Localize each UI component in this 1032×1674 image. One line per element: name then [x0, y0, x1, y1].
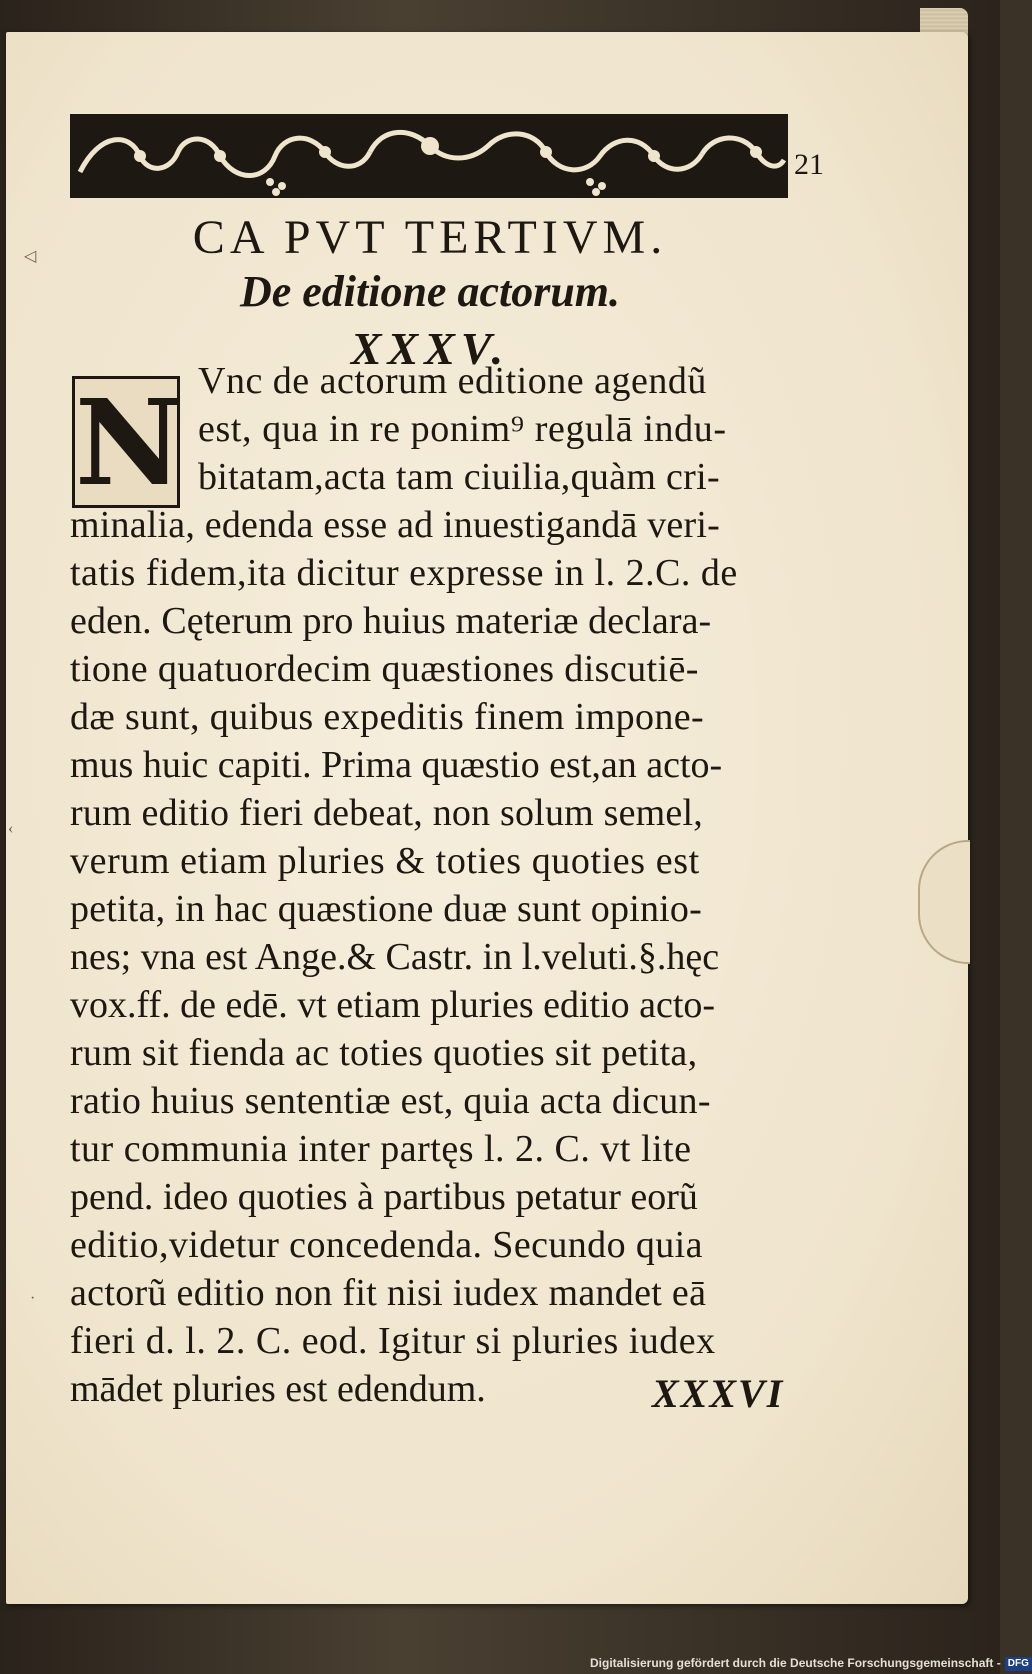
text-line: bitatam,acta tam ciuilia,quàm cri-	[198, 456, 720, 498]
text-line: editio,videtur concedenda. Secundo quia	[70, 1224, 703, 1266]
text-line: vox.ff. de edē. vt etiam pluries editio acto-	[70, 984, 716, 1026]
text-line: petita, in hac quæstione duæ sunt opinio-	[70, 888, 702, 930]
margin-mark: ‹	[8, 820, 14, 837]
page-number: 21	[794, 148, 824, 181]
chapter-heading: CA PVT TERTIVM.	[192, 211, 668, 264]
credit-text: Digitalisierung gefördert durch die Deutsche Forschungsgemeinschaft -	[590, 1656, 1001, 1670]
text-line: tur communia inter partęs l. 2. C. vt lite	[70, 1128, 692, 1170]
text-line: Vnc de actorum editione agendũ	[198, 360, 707, 402]
digitization-credit	[590, 1652, 1029, 1674]
text-line: minalia, edenda esse ad inuestigandā veri-	[70, 504, 720, 546]
text-line: pend. ideo quoties à partibus petatur eorũ	[70, 1176, 698, 1218]
text-line: rum editio fieri debeat, non solum semel,	[70, 792, 703, 834]
text-line: rum sit fienda ac toties quoties sit petita,	[70, 1032, 698, 1074]
text-line: mus huic capiti. Prima quæstio est,an acto-	[70, 744, 723, 786]
text-line: mādet pluries est edendum.	[70, 1368, 486, 1410]
ornamental-headpiece	[70, 112, 788, 200]
catchword: XXXVI	[652, 1371, 785, 1416]
text-line: fieri d. l. 2. C. eod. Igitur si pluries iudex	[70, 1320, 716, 1362]
text-line: nes; vna est Ange.& Castr. in l.veluti.§.hęc	[70, 936, 720, 978]
section-number: XXXV.	[350, 323, 510, 374]
text-line: eden. Cęterum pro huius materiæ declara-	[70, 600, 712, 642]
text-line: dæ sunt, quibus expeditis finem impone-	[70, 696, 705, 738]
decorated-initial	[72, 373, 183, 512]
text-line: actorũ editio non fit nisi iudex mandet eā	[70, 1272, 707, 1314]
text-line: est, qua in re ponim⁹ regulā indu-	[198, 408, 727, 450]
chapter-subtitle: De editione actorum.	[239, 267, 621, 316]
text-line: verum etiam pluries & toties quoties est	[70, 840, 700, 882]
initial-letter: N	[75, 373, 183, 512]
text-line: tatis fidem,ita dicitur expresse in l. 2.C. de	[70, 552, 738, 594]
margin-mark: ◁	[24, 248, 37, 265]
dfg-logo: DFG	[1005, 1657, 1032, 1671]
margin-mark: ·	[30, 1290, 36, 1307]
text-line: ratio huius sententiæ est, quia acta dicun-	[70, 1080, 711, 1122]
text-line: tione quatuordecim quæstiones discutiē-	[70, 648, 699, 690]
